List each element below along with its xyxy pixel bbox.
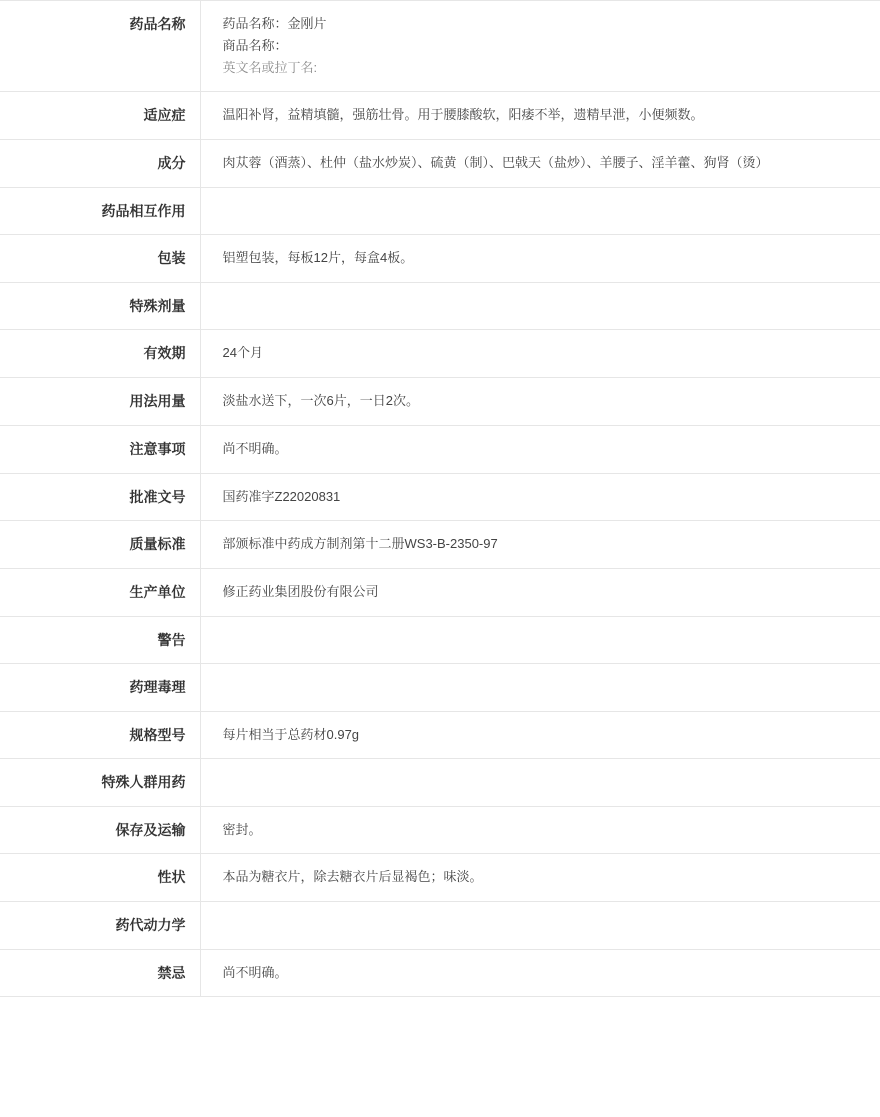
table-row xyxy=(0,949,880,997)
row-label: 性状 xyxy=(0,854,200,902)
table-row xyxy=(0,854,880,902)
row-value xyxy=(200,187,880,234)
row-label: 警告 xyxy=(0,616,200,663)
row-value-line: 英文名或拉丁名: xyxy=(222,60,318,76)
table-row xyxy=(0,92,880,140)
table-row xyxy=(0,235,880,283)
row-value xyxy=(200,664,880,711)
row-label: 药品名称 xyxy=(0,1,200,92)
table-row xyxy=(0,711,880,759)
row-value xyxy=(200,902,880,949)
row-label: 有效期 xyxy=(0,330,200,378)
row-value: 部颁标准中药成方制剂第十二册WS3-B-2350-97 xyxy=(222,536,498,552)
row-label: 禁忌 xyxy=(0,949,200,997)
row-value xyxy=(200,1,880,92)
page-bottom-space xyxy=(0,997,880,1117)
row-label: 特殊人群用药 xyxy=(0,759,200,806)
table-row xyxy=(0,187,880,234)
table-row xyxy=(0,378,880,426)
row-value xyxy=(200,759,880,806)
row-label: 药代动力学 xyxy=(0,902,200,949)
row-label: 药理毒理 xyxy=(0,664,200,711)
row-label: 药品相互作用 xyxy=(0,187,200,234)
row-value: 铝塑包装，每板12片，每盒4板。 xyxy=(222,250,414,266)
row-label: 用法用量 xyxy=(0,378,200,426)
table-row xyxy=(0,759,880,806)
table-row xyxy=(0,902,880,949)
row-value-line: 药品名称：金刚片 xyxy=(222,16,327,31)
table-row xyxy=(0,616,880,663)
row-label: 批准文号 xyxy=(0,473,200,521)
row-value: 温阳补肾，益精填髓，强筋壮骨。用于腰膝酸软，阳痿不举，遗精早泄，小便频数。 xyxy=(222,107,704,123)
row-value: 本品为糖衣片，除去糖衣片后显褐色；味淡。 xyxy=(222,869,483,885)
table-row xyxy=(0,806,880,854)
table-row xyxy=(0,664,880,711)
row-value: 每片相当于总药材0.97g xyxy=(222,726,360,742)
table-row xyxy=(0,425,880,473)
row-value xyxy=(200,616,880,663)
row-value: 尚不明确。 xyxy=(222,964,288,980)
row-value: 修正药业集团股份有限公司 xyxy=(222,584,379,600)
drug-info-table-body xyxy=(0,1,880,997)
row-value: 肉苁蓉（酒蒸）、杜仲（盐水炒炭）、硫黄（制）、巴戟天（盐炒）、羊腰子、淫羊藿、狗肾（烫） xyxy=(222,155,769,171)
table-row xyxy=(0,282,880,329)
row-label: 质量标准 xyxy=(0,521,200,569)
table-row xyxy=(0,473,880,521)
row-value: 国药准字Z22020831 xyxy=(222,488,341,504)
row-value: 密封。 xyxy=(222,821,262,837)
row-label: 成分 xyxy=(0,140,200,188)
row-label: 生产单位 xyxy=(0,569,200,617)
row-label: 保存及运输 xyxy=(0,806,200,854)
row-value: 尚不明确。 xyxy=(222,440,288,456)
table-row xyxy=(0,521,880,569)
row-value-line: 商品名称： xyxy=(222,38,288,54)
row-label: 规格型号 xyxy=(0,711,200,759)
row-value: 24个月 xyxy=(222,345,263,361)
row-label: 适应症 xyxy=(0,92,200,140)
table-row xyxy=(0,140,880,188)
table-row xyxy=(0,569,880,617)
row-value xyxy=(200,282,880,329)
row-label: 包装 xyxy=(0,235,200,283)
row-value: 淡盐水送下，一次6片，一日2次。 xyxy=(222,393,419,409)
table-row xyxy=(0,330,880,378)
table-row xyxy=(0,1,880,92)
row-label: 注意事项 xyxy=(0,425,200,473)
row-label: 特殊剂量 xyxy=(0,282,200,329)
